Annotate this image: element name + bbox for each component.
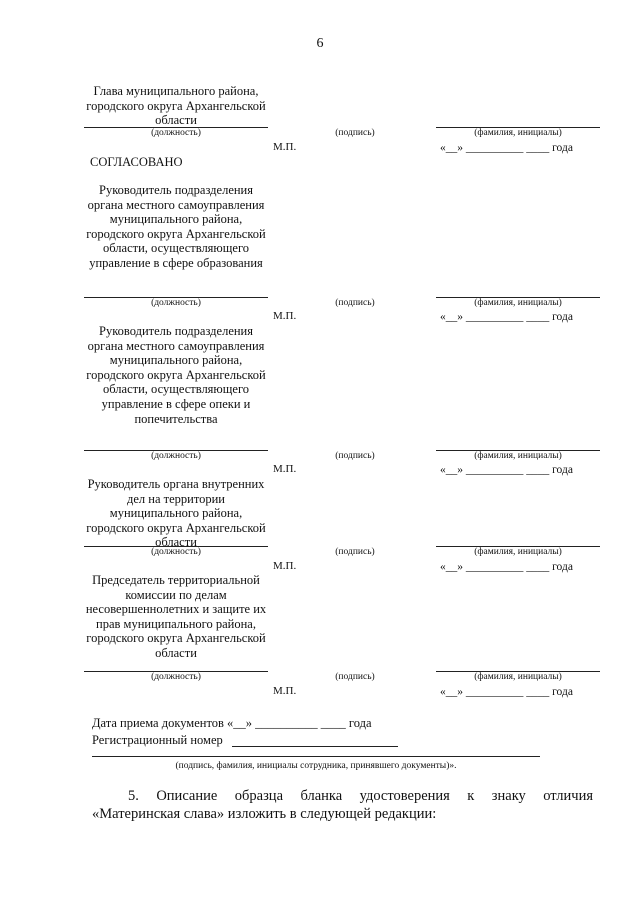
signer-title-commission: Председатель территориальной комиссии по делам несовершеннолетних и защите их прав муниципального района, городского округа Архангельской области — [85, 573, 267, 660]
signature-caption: (подпись) — [335, 547, 375, 557]
receiver-signature-line — [92, 756, 540, 757]
signature-caption: (подпись) — [335, 451, 375, 461]
registration-number-field — [232, 746, 398, 747]
name-caption: (фамилия, инициалы) — [474, 451, 562, 461]
approved-label: СОГЛАСОВАНО — [90, 155, 183, 169]
position-caption: (должность) — [151, 128, 201, 138]
name-caption: (фамилия, инициалы) — [474, 672, 562, 682]
stamp-place: М.П. — [273, 310, 297, 322]
stamp-place: М.П. — [273, 560, 297, 572]
page-number: 6 — [316, 36, 324, 51]
receipt-date: Дата приема документов «__» __________ ____ года — [92, 716, 372, 730]
date-line: «__» __________ ____ года — [440, 142, 573, 154]
signature-caption: (подпись) — [335, 298, 375, 308]
position-caption: (должность) — [151, 547, 201, 557]
date-line: «__» __________ ____ года — [440, 686, 573, 698]
name-caption: (фамилия, инициалы) — [474, 128, 562, 138]
signature-caption: (подпись) — [335, 128, 375, 138]
name-caption: (фамилия, инициалы) — [474, 298, 562, 308]
signer-title-guardianship: Руководитель подразделения органа местного самоуправления муниципального района, городского округа Архангельской области, осуществляющего управление в сфере опеки и попечительства — [86, 324, 266, 426]
stamp-place: М.П. — [273, 463, 297, 475]
paragraph-line-2: «Материнская слава» изложить в следующей редакции: — [92, 806, 437, 822]
position-caption: (должность) — [151, 298, 201, 308]
stamp-place: М.П. — [273, 685, 297, 697]
signer-title-head: Глава муниципального района, городского округа Архангельской области — [86, 84, 266, 128]
stamp-place: М.П. — [273, 141, 297, 153]
date-line: «__» __________ ____ года — [440, 311, 573, 323]
name-caption: (фамилия, инициалы) — [474, 547, 562, 557]
date-line: «__» __________ ____ года — [440, 561, 573, 573]
paragraph-line-1: 5. Описание образца бланка удостоверения к знаку отличия — [128, 788, 593, 804]
date-line: «__» __________ ____ года — [440, 464, 573, 476]
signer-title-police: Руководитель органа внутренних дел на территории муниципального района, городского округа Архангельской области — [86, 477, 266, 550]
position-caption: (должность) — [151, 451, 201, 461]
position-caption: (должность) — [151, 672, 201, 682]
receiver-caption: (подпись, фамилия, инициалы сотрудника, принявшего документы)». — [175, 761, 457, 771]
signature-caption: (подпись) — [335, 672, 375, 682]
registration-number-label: Регистрационный номер — [92, 733, 223, 747]
signer-title-education: Руководитель подразделения органа местного самоуправления муниципального района, городского округа Архангельской области, осуществляющего управление в сфере образования — [86, 183, 266, 270]
